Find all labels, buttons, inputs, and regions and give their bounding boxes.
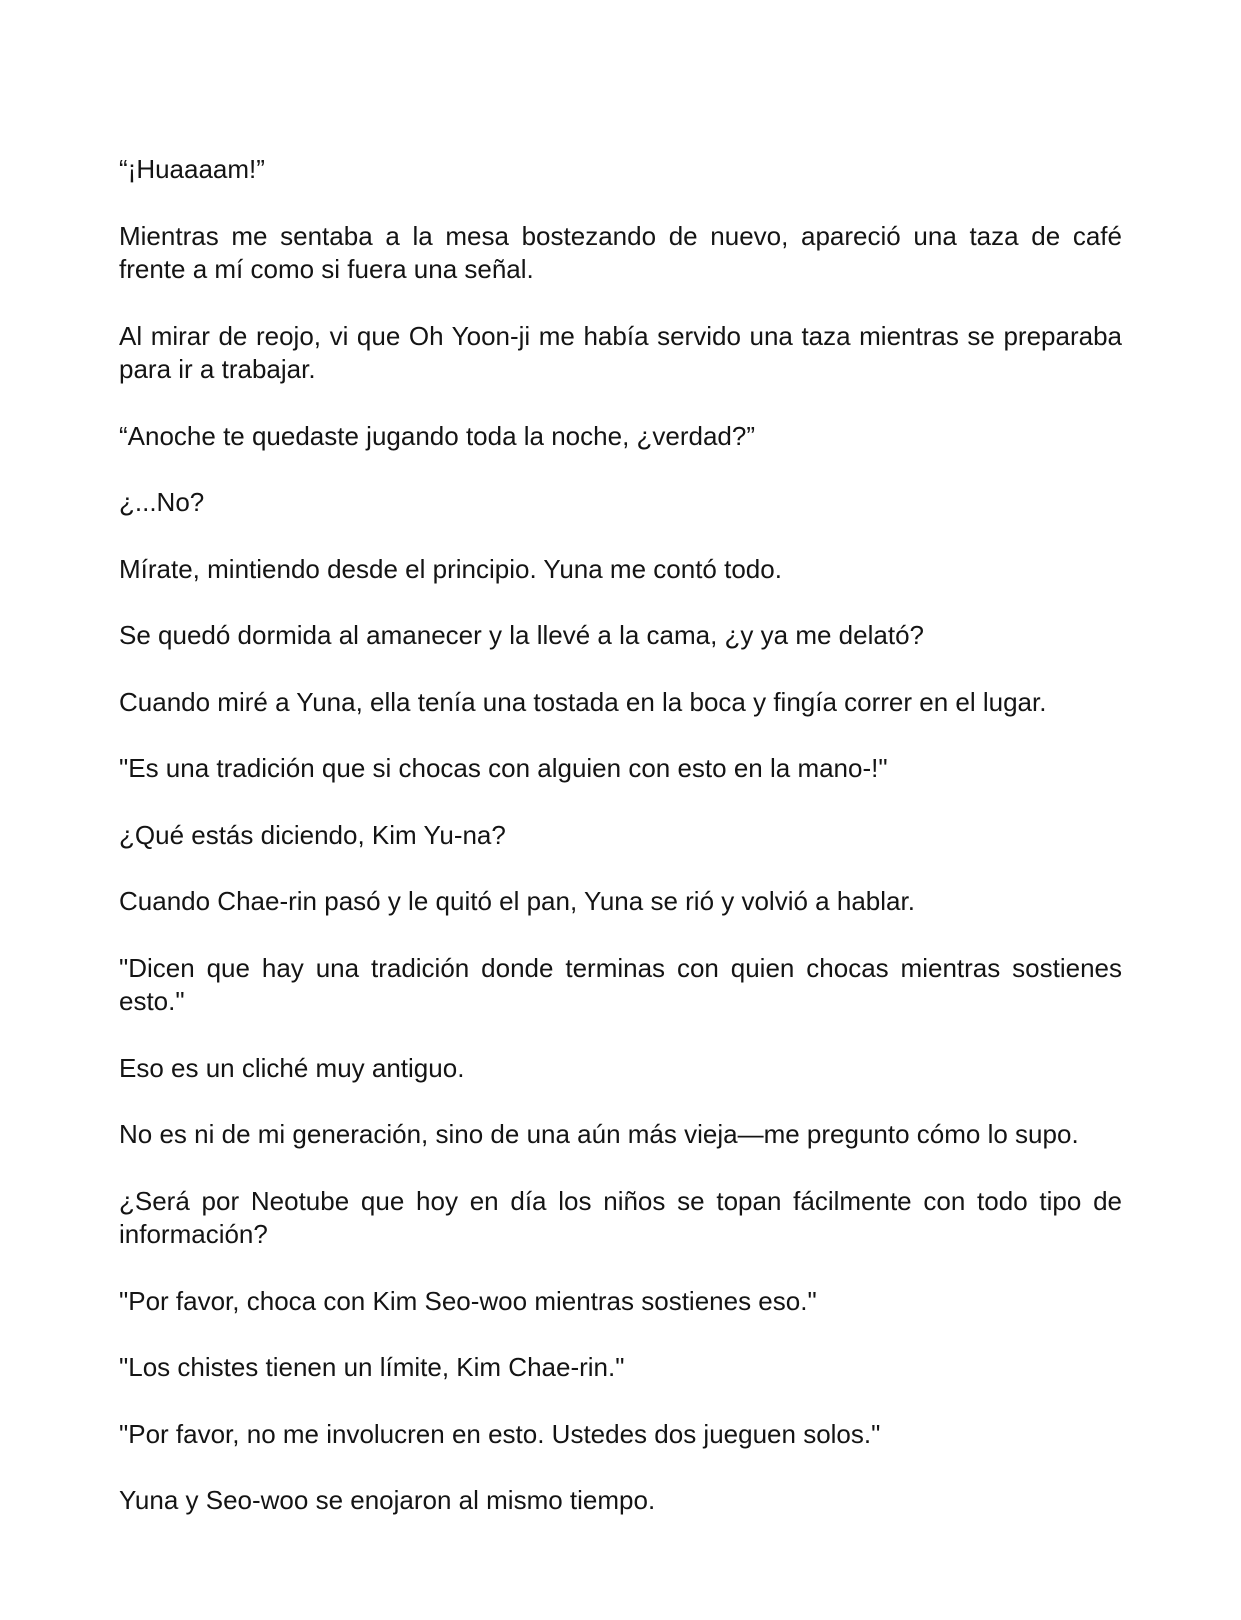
paragraph-8: Cuando miré a Yuna, ella tenía una tostada en la boca y fingía correr en el lugar. [119, 686, 1047, 717]
paragraph-16: "Por favor, choca con Kim Seo-woo mientras sostienes eso." [119, 1285, 817, 1316]
paragraph-17: "Los chistes tienen un límite, Kim Chae-rin." [119, 1352, 625, 1382]
paragraph-15: ¿Será por Neotube que hoy en día los niños se topan fácilmente con todo tipo de información? [119, 1185, 1122, 1249]
paragraph-3: Al mirar de reojo, vi que Oh Yoon-ji me había servido una taza mientras se preparaba para ir a trabajar. [119, 320, 1122, 384]
paragraph-7: Se quedó dormida al amanecer y la llevé a la cama, ¿y ya me delató? [119, 620, 924, 650]
paragraph-10: ¿Qué estás diciendo, Kim Yu-na? [119, 819, 506, 850]
paragraph-2: Mientras me sentaba a la mesa bostezando de nuevo, apareció una taza de café frente a mí como si fuera una señal. [119, 220, 1122, 284]
paragraph-5: ¿...No? [119, 487, 205, 517]
paragraph-1: “¡Huaaaam!” [119, 154, 265, 184]
paragraph-6: Mírate, mintiendo desde el principio. Yuna me contó todo. [119, 553, 782, 584]
paragraph-19: Yuna y Seo-woo se enojaron al mismo tiempo. [119, 1485, 656, 1515]
paragraph-4: “Anoche te quedaste jugando toda la noche, ¿verdad?” [119, 420, 756, 451]
paragraph-11: Cuando Chae-rin pasó y le quitó el pan, Yuna se rió y volvió a hablar. [119, 886, 915, 916]
paragraph-14: No es ni de mi generación, sino de una aún más vieja—me pregunto cómo lo supo. [119, 1119, 1079, 1149]
paragraph-13: Eso es un cliché muy antiguo. [119, 1052, 465, 1083]
paragraph-9: "Es una tradición que si chocas con alguien con esto en la mano-!" [119, 753, 888, 783]
paragraph-18: "Por favor, no me involucren en esto. Ustedes dos jueguen solos." [119, 1418, 881, 1449]
paragraph-12: "Dicen que hay una tradición donde terminas con quien chocas mientras sostienes esto." [119, 952, 1122, 1016]
